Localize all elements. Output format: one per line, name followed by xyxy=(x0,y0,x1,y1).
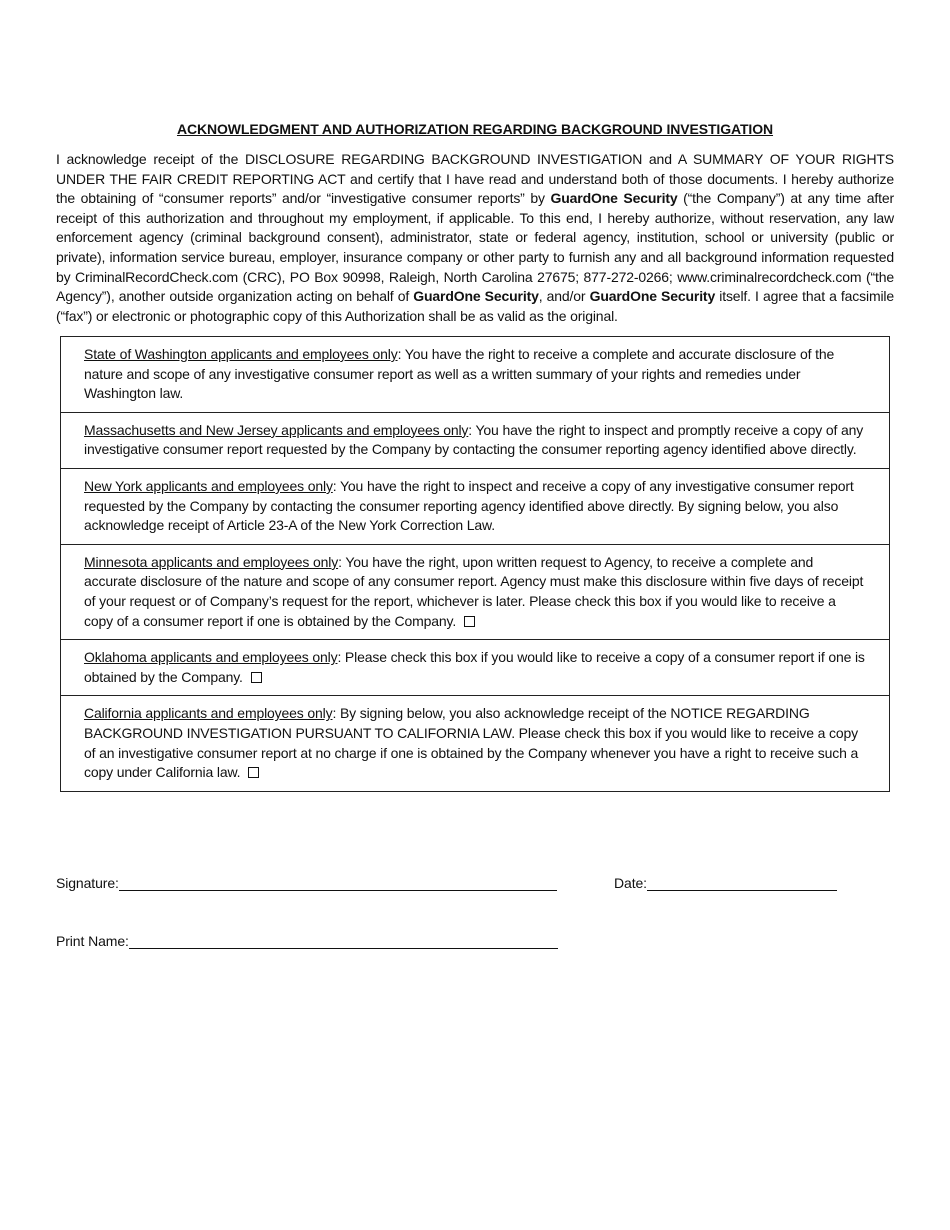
state-notices-table xyxy=(60,336,890,792)
company-name: GuardOne Security xyxy=(589,288,716,305)
state-notice-heading: State of Washington applicants and employees only xyxy=(84,346,398,362)
date-row xyxy=(614,874,837,891)
state-notice-text: : By signing below, you also acknowledge receipt of the NOTICE REGARDING BACKGROUND INVESTIGATION PURSUANT TO CALIFORNIA LAW. Please check this box if you would like to receive a copy of an investigative consumer report at no charge if one is obtained by the Company whenever you have a right to receive such a copy under California law. xyxy=(84,705,859,781)
state-notice-row-minnesota xyxy=(61,544,890,639)
state-notice-heading: Massachusetts and New Jersey applicants and employees only xyxy=(84,421,469,438)
state-notice-row-oklahoma xyxy=(61,640,890,696)
signature-label: Signature: xyxy=(56,875,119,891)
print-name-field[interactable] xyxy=(129,932,558,949)
print-name-label: Print Name: xyxy=(56,933,129,949)
state-notice-cell xyxy=(61,640,890,696)
state-notice-cell xyxy=(61,412,890,468)
state-notice-row-new-york xyxy=(61,468,890,544)
state-notice-text: : You have the right, upon written request to Agency, to receive a complete and accurate disclosure of the nature and scope of any consumer report. Agency must make this disclosure within five days of receipt of your request or of Company’s request for the report, whichever is later. Please check this box if you would like to receive a copy of a consumer report if one is obtained by the Company. xyxy=(84,553,864,629)
document-title: ACKNOWLEDGMENT AND AUTHORIZATION REGARDING BACKGROUND INVESTIGATION xyxy=(176,121,774,137)
state-notice-text: : Please check this box if you would like to receive a copy of a consumer report if one is obtained by the Company. xyxy=(84,649,865,685)
intro-text-4: itself. I agree that a facsimile (“fax”) or electronic or photographic copy of this Authorization shall be as valid as the original. xyxy=(56,288,895,324)
california-copy-checkbox[interactable] xyxy=(248,767,259,778)
company-name: GuardOne Security xyxy=(550,190,678,207)
state-notice-heading: Minnesota applicants and employees only xyxy=(84,553,339,570)
state-notice-text: : You have the right to inspect and promptly receive a copy of any investigative consumer report requested by the Company by contacting the consumer reporting agency identified above directly. xyxy=(84,421,864,458)
intro-text-1: I acknowledge receipt of the DISCLOSURE REGARDING BACKGROUND INVESTIGATION and A SUMMARY OF YOUR RIGHTS UNDER THE FAIR CREDIT REPORTING ACT and certify that I have read and understand both of those documents. I hereby authorize the obtaining of “consumer reports” and/or “investigative consumer reports” by xyxy=(56,151,894,207)
state-notice-heading: California applicants and employees only xyxy=(84,705,333,722)
oklahoma-copy-checkbox[interactable] xyxy=(251,672,262,683)
signature-row xyxy=(56,874,557,891)
state-notice-cell xyxy=(61,544,890,639)
state-notice-text: : You have the right to inspect and receive a copy of any investigative consumer report requested by the Company by contacting the consumer reporting agency identified above directly. By signing below, you also acknowledge receipt of Article 23-A of the New York Correction Law. xyxy=(84,477,854,534)
state-notice-row-washington xyxy=(61,337,890,413)
intro-text-2: (“the Company”) at any time after receipt of this authorization and throughout my employment, if applicable. To this end, I hereby authorize, without reservation, any law enforcement agency (criminal background consent), administrator, state or federal agency, institution, school or university (public or private), information service bureau, employer, insurance company or other party to furnish any and all background information requested by CriminalRecordCheck.com (CRC), PO Box 90998, Raleigh, North Carolina 27675; 877-272-0266; www.criminalrecordcheck.com (“the Agency”), another outside organization acting on behalf of xyxy=(56,190,894,305)
print-name-row xyxy=(56,932,558,949)
state-notice-heading: New York applicants and employees only xyxy=(84,477,333,494)
state-notice-heading: Oklahoma applicants and employees only xyxy=(84,649,338,666)
authorization-paragraph xyxy=(56,150,894,326)
company-name: GuardOne Security xyxy=(413,288,539,305)
signature-field[interactable] xyxy=(119,874,557,891)
state-notice-cell xyxy=(61,696,890,791)
state-notice-cell xyxy=(61,468,890,544)
intro-text-3: , and/or xyxy=(538,288,590,305)
date-field[interactable] xyxy=(647,874,837,891)
state-notice-row-massachusetts-new-jersey xyxy=(61,412,890,468)
state-notice-text: : You have the right to receive a complete and accurate disclosure of the nature and scope of any investigative consumer report as well as a written summary of your rights and remedies under Washington law. xyxy=(84,346,835,402)
state-notice-row-california xyxy=(61,696,890,791)
date-label: Date: xyxy=(614,875,647,891)
state-notice-cell xyxy=(61,337,890,413)
minnesota-copy-checkbox[interactable] xyxy=(464,616,475,627)
